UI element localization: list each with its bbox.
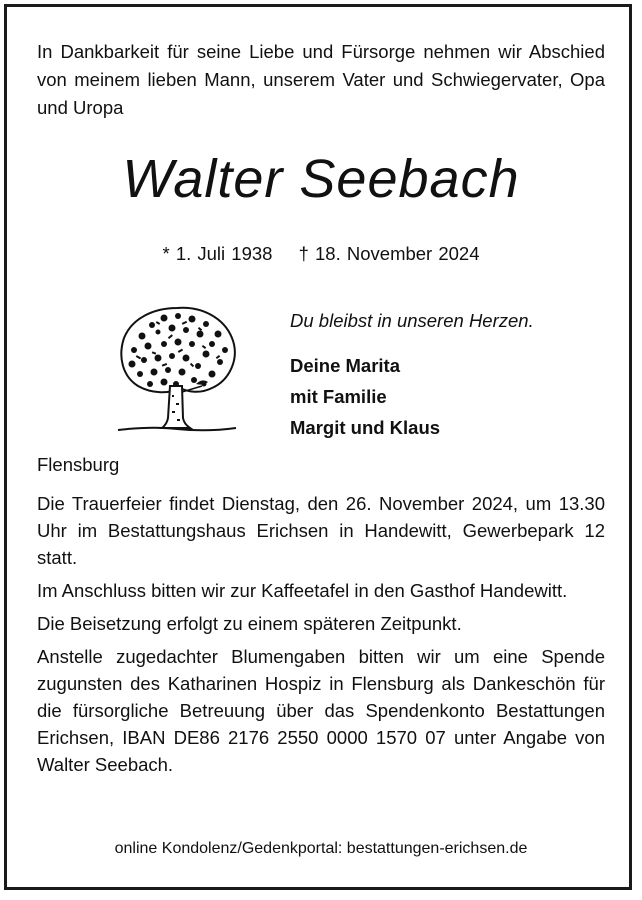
burial-info: Die Beisetzung erfolgt zu einem späteren Zeitpunkt. bbox=[37, 613, 462, 634]
signers bbox=[290, 350, 440, 443]
motto: Du bleibst in unseren Herzen. bbox=[290, 310, 534, 331]
donation-info: Anstelle zugedachter Blumengaben bitten wir um eine Spende zugunsten des Katharinen Hospiz in Flensburg als Dankeschön für die fürsorgliche Betreuung über das Spendenkonto Bestattungen Erichsen, IBAN DE86 2176 2550 0000 1570 07 unter Angabe von Walter Seebach. bbox=[37, 646, 605, 775]
death-date: † 18. November 2024 bbox=[298, 243, 480, 264]
deceased-name: Walter Seebach bbox=[122, 149, 520, 209]
life-dates bbox=[0, 243, 642, 265]
funeral-info: Die Trauerfeier findet Dienstag, den 26. November 2024, um 13.30 Uhr im Bestattungshaus Erichsen in Handewitt, Gewerbepark 12 statt. bbox=[37, 493, 605, 568]
condolence-portal: online Kondolenz/Gedenkportal: bestattungen-erichsen.de bbox=[114, 840, 528, 857]
notice-body bbox=[37, 490, 605, 784]
intro-text: In Dankbarkeit für seine Liebe und Fürsorge nehmen wir Abschied von meinem lieben Mann, unserem Vater und Schwiegervater, Opa und Uropa bbox=[37, 41, 605, 118]
signer-line: Margit und Klaus bbox=[290, 417, 441, 438]
reception-info: Im Anschluss bitten wir zur Kaffeetafel in den Gasthof Handewitt. bbox=[37, 580, 568, 601]
place: Flensburg bbox=[37, 454, 120, 475]
signer-line: mit Familie bbox=[290, 386, 387, 407]
signer-line: Deine Marita bbox=[290, 355, 401, 376]
birth-date: * 1. Juli 1938 bbox=[162, 243, 273, 264]
tree-icon bbox=[112, 300, 242, 440]
